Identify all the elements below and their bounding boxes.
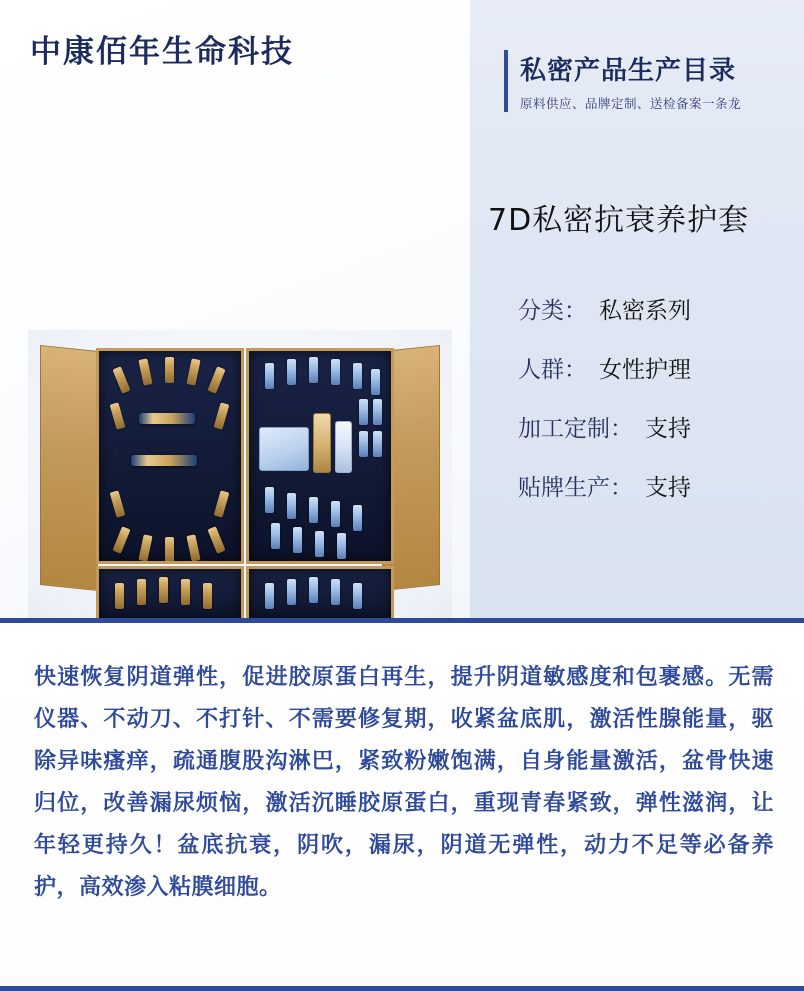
spec-label-customization: 加工定制： <box>518 416 633 442</box>
spec-label-category: 分类： <box>518 298 587 324</box>
product-photo <box>28 330 452 618</box>
spec-value-category: 私密系列 <box>599 298 691 324</box>
spec-row-category <box>518 292 804 325</box>
case-wing-left <box>40 345 98 591</box>
description-section <box>0 618 804 991</box>
catalog-subtitle: 原料供应、品牌定制、送检备案一条龙 <box>520 96 742 111</box>
spec-row-audience <box>518 351 804 384</box>
case-panel-top-right <box>246 348 394 564</box>
product-name: 7D私密抗衰养护套 <box>488 203 750 238</box>
spec-row-customization <box>518 410 804 443</box>
case-panel-bottom-left <box>96 566 244 618</box>
case-bottle-white <box>335 421 352 473</box>
spec-value-audience: 女性护理 <box>599 357 691 383</box>
case-panel-top-left <box>96 348 244 564</box>
spec-value-customization: 支持 <box>645 416 691 442</box>
brand-title: 中康佰年生命科技 <box>30 34 294 70</box>
case-bottle-gold <box>313 413 331 473</box>
left-panel <box>0 0 470 618</box>
product-case-illustration <box>34 334 446 614</box>
case-product-card <box>259 427 309 471</box>
right-info-panel <box>470 0 804 618</box>
catalog-title: 私密产品生产目录 <box>520 56 737 86</box>
catalog-badge <box>504 50 741 112</box>
spec-row-oem <box>518 469 804 502</box>
product-spec-list <box>518 292 804 528</box>
spec-label-oem: 贴牌生产： <box>518 475 633 501</box>
spec-label-audience: 人群： <box>518 357 587 383</box>
case-panel-bottom-right <box>246 566 394 618</box>
spec-value-oem: 支持 <box>645 475 691 501</box>
description-text: 快速恢复阴道弹性，促进胶原蛋白再生，提升阴道敏感度和包裹感。无需仪器、不动刀、不打针、不需要修复期，收紧盆底肌，激活性腺能量，驱除异味瘙痒，疏通腹股沟淋巴，紧致粉嫩饱满，自身能量激活，盆骨快速归位，改善漏尿烦恼，激活沉睡胶原蛋白，重现青春紧致，弹性滋润，让年轻更持久！盆底抗衰，阴吹，漏尿，阴道无弹性，动力不足等必备养护，高效渗入粘膜细胞。 <box>34 665 774 900</box>
